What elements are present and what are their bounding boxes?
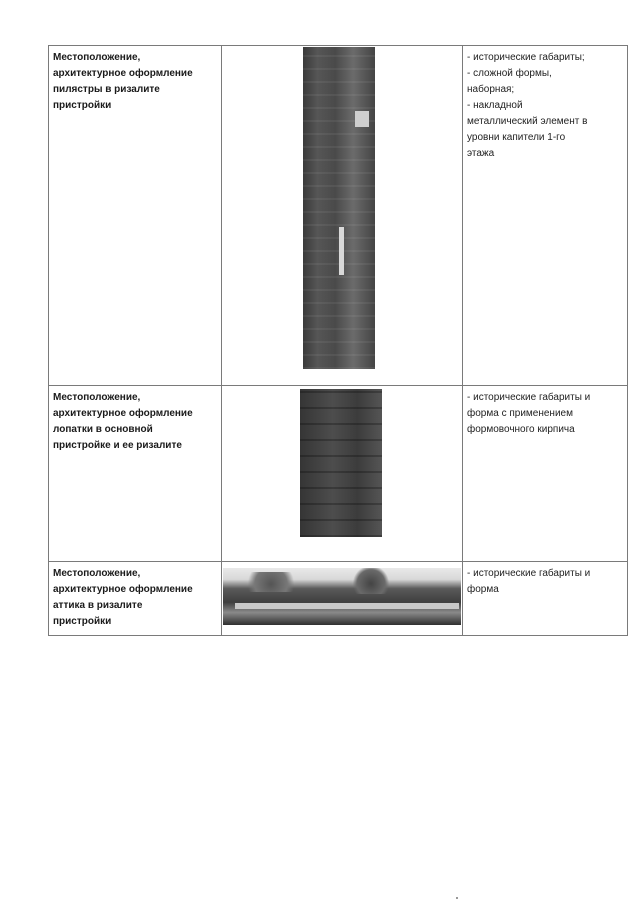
table-row [49, 46, 628, 386]
requirements-text: - исторические габариты и форма [467, 568, 591, 595]
photo-ledge [235, 603, 459, 609]
attic-photo [223, 568, 461, 625]
table-row [49, 562, 628, 636]
lesene-photo [300, 389, 382, 537]
photo-cell [222, 386, 463, 562]
photo-cell [222, 562, 463, 636]
element-cell [49, 562, 222, 636]
element-cell [49, 46, 222, 386]
photo-trees [241, 572, 301, 592]
requirements-cell [463, 562, 628, 636]
photo-highlight [339, 227, 344, 275]
protection-subject-table [48, 45, 628, 636]
requirements-text: - исторические габариты; - сложной формы, наборная; - накладной металлический элемент в уровни капители 1-го этажа [467, 52, 588, 159]
scan-speck [456, 897, 458, 899]
element-name: Местоположение, архитектурное оформление аттика в ризалите пристройки [53, 568, 193, 627]
requirements-cell [463, 46, 628, 386]
requirements-text: - исторические габариты и форма с применением формовочного кирпича [467, 392, 591, 435]
table-row [49, 386, 628, 562]
element-cell [49, 386, 222, 562]
photo-cell [222, 46, 463, 386]
requirements-cell [463, 386, 628, 562]
element-name: Местоположение, архитектурное оформление лопатки в основной пристройке и ее ризалите [53, 392, 193, 451]
pilaster-photo [303, 47, 375, 369]
photo-highlight [355, 111, 369, 127]
element-name: Местоположение, архитектурное оформление пилястры в ризалите пристройки [53, 52, 193, 111]
photo-trees [351, 568, 391, 594]
